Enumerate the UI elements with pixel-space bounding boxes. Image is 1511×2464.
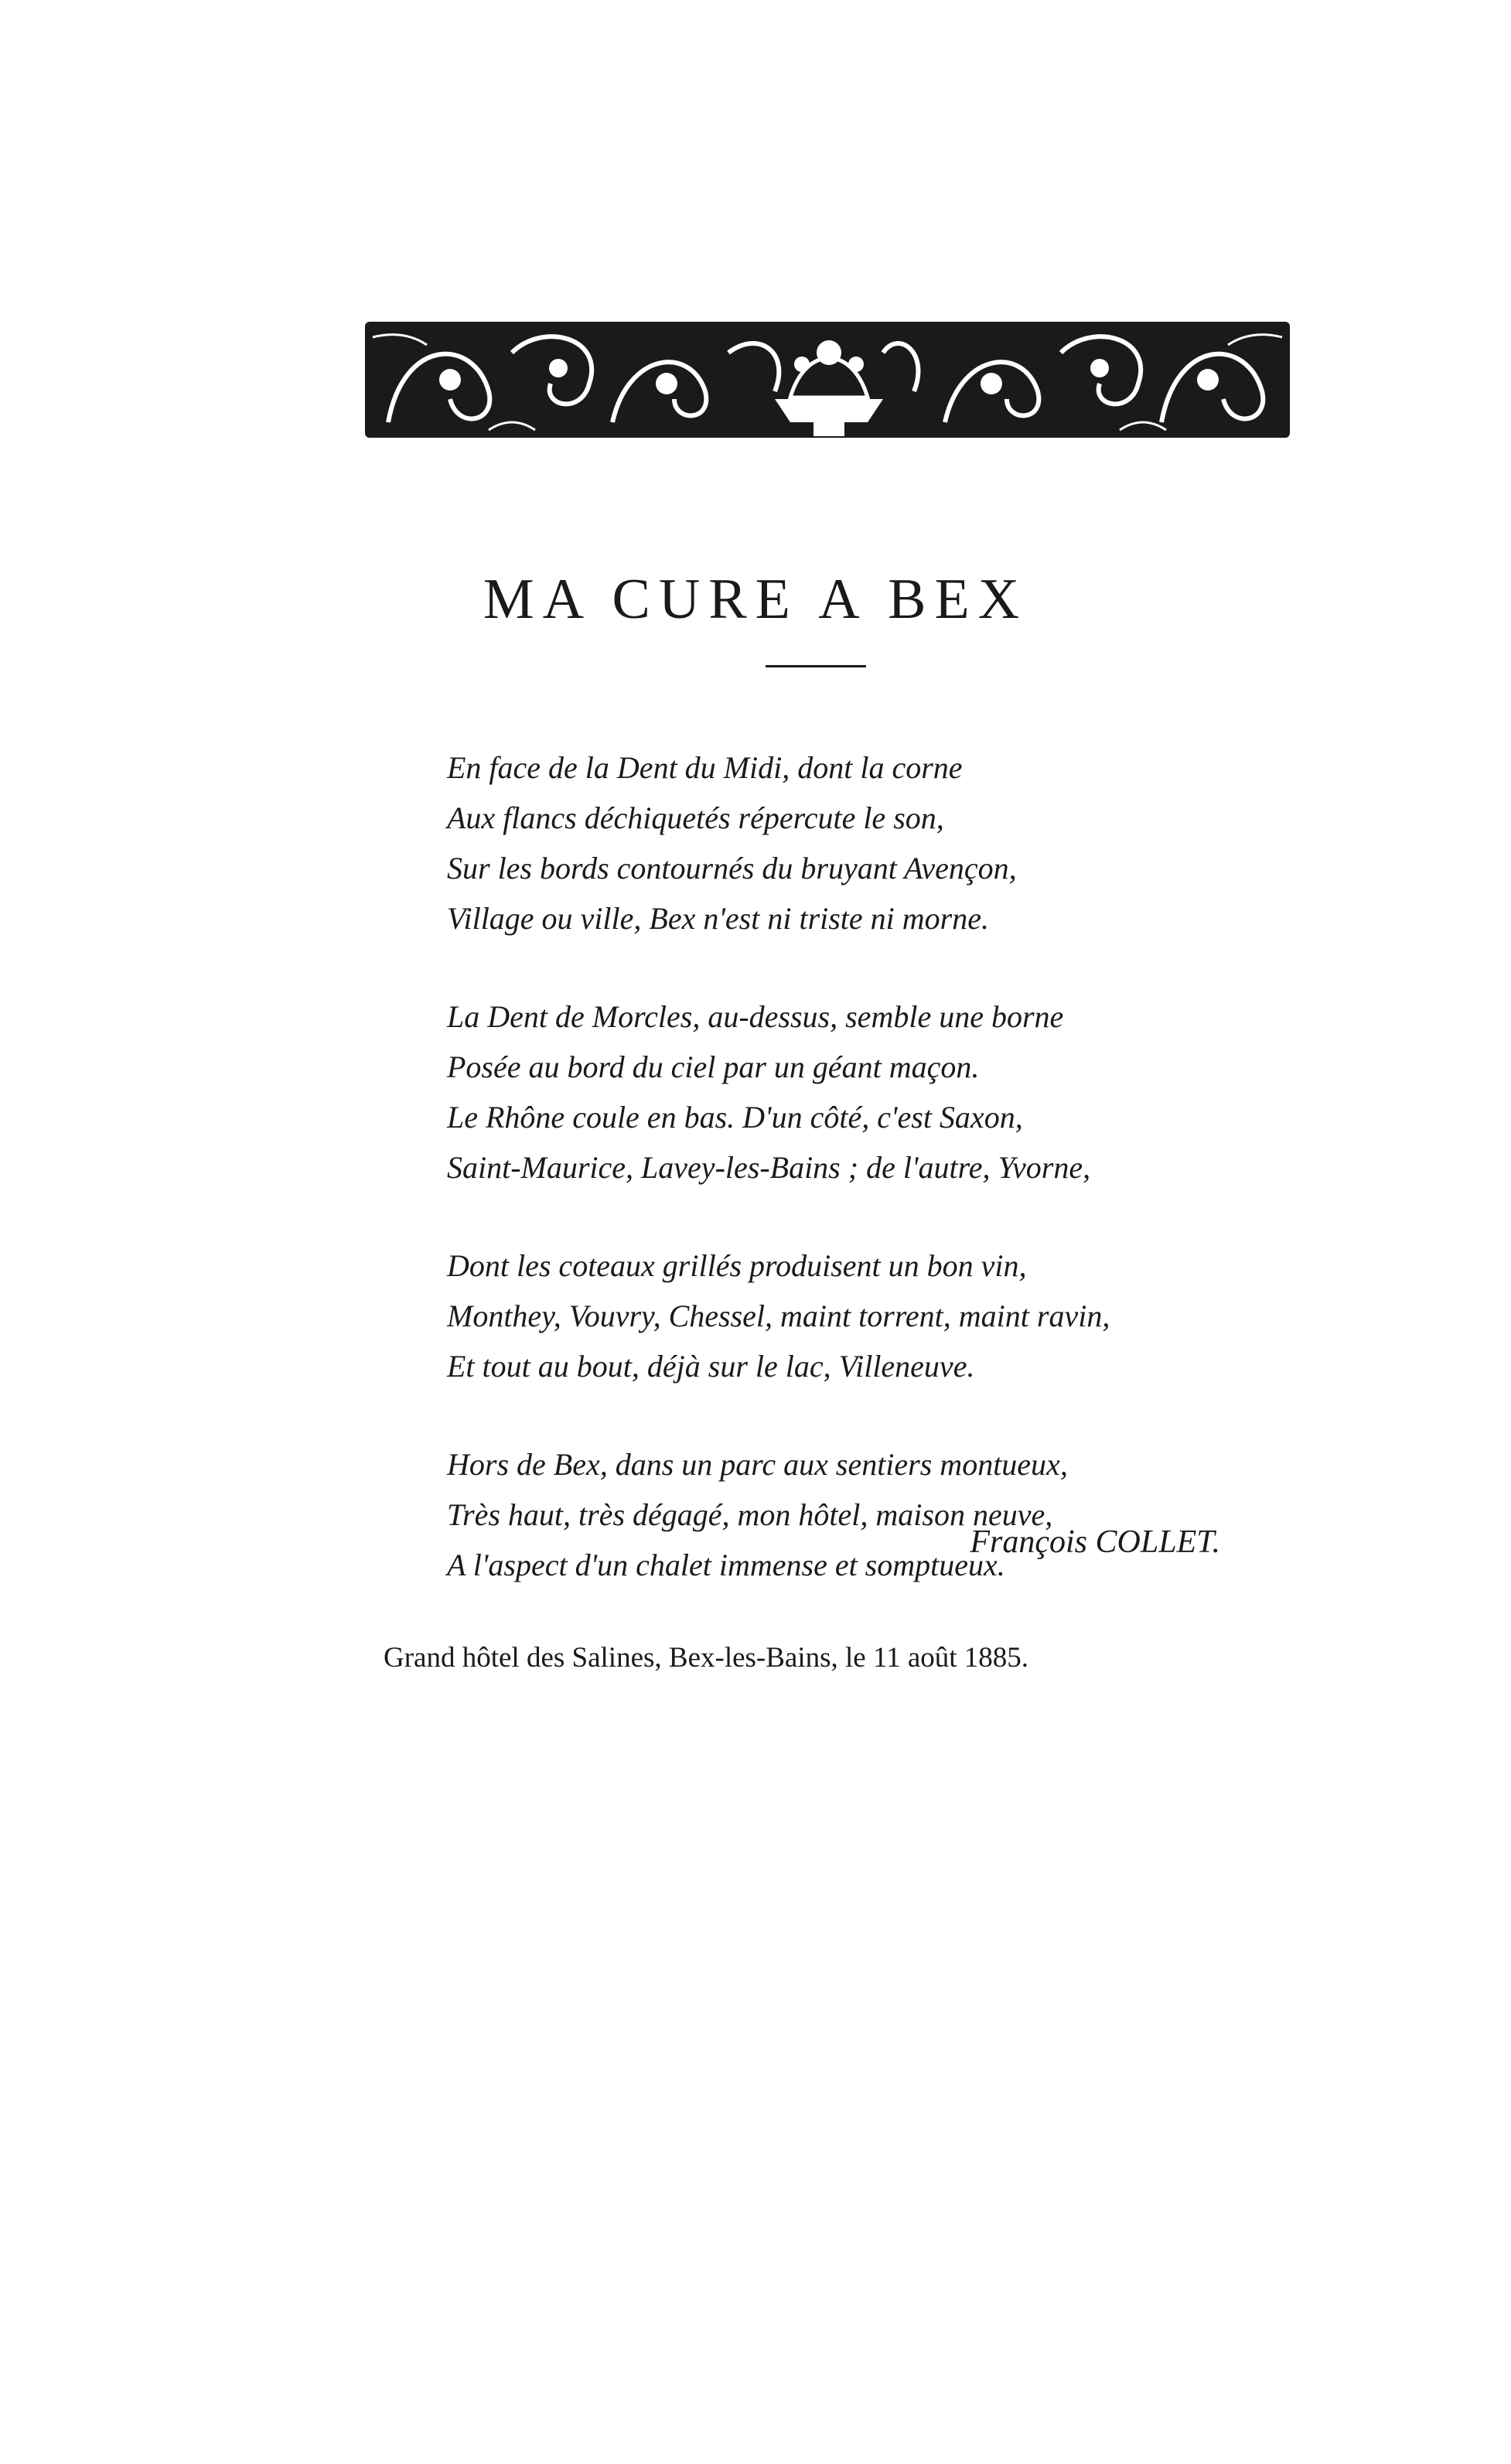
- stanza: [447, 991, 1259, 1193]
- poem-line: Le Rhône coule en bas. D'un côté, c'est Saxon,: [447, 1100, 1023, 1135]
- poem-line: Village ou ville, Bex n'est ni triste ni morne.: [447, 901, 989, 936]
- stanza: [447, 1439, 1259, 1590]
- poem-line: Hors de Bex, dans un parc aux sentiers montueux,: [447, 1447, 1068, 1482]
- poem: [447, 742, 1259, 1590]
- dateline: Grand hôtel des Salines, Bex-les-Bains, le 11 août 1885.: [384, 1642, 1029, 1674]
- poem-line: Posée au bord du ciel par un géant maçon.: [447, 1049, 980, 1084]
- poem-line: La Dent de Morcles, au-dessus, semble une borne: [447, 999, 1064, 1034]
- poem-line: Saint-Maurice, Lavey-les-Bains ; de l'autre, Yvorne,: [447, 1150, 1091, 1185]
- poem-line: Et tout au bout, déjà sur le lac, Villeneuve.: [447, 1349, 975, 1384]
- poem-line: A l'aspect d'un chalet immense et somptueux.: [447, 1548, 1005, 1582]
- title-divider: [766, 665, 866, 667]
- author-signature: François COLLET.: [970, 1524, 1220, 1560]
- ornamental-headpiece-icon: [357, 306, 1298, 453]
- stanza: [447, 742, 1259, 944]
- stanza: [447, 1241, 1259, 1391]
- poem-line: Très haut, très dégagé, mon hôtel, maison neuve,: [447, 1497, 1053, 1532]
- poem-line: En face de la Dent du Midi, dont la corne: [447, 750, 963, 785]
- poem-line: Sur les bords contournés du bruyant Avençon,: [447, 851, 1017, 886]
- poem-line: Aux flancs déchiquetés répercute le son,: [447, 800, 944, 835]
- page-title: MA CURE A BEX: [483, 567, 1028, 631]
- poem-line: Monthey, Vouvry, Chessel, maint torrent, maint ravin,: [447, 1299, 1110, 1333]
- poem-line: Dont les coteaux grillés produisent un bon vin,: [447, 1248, 1027, 1283]
